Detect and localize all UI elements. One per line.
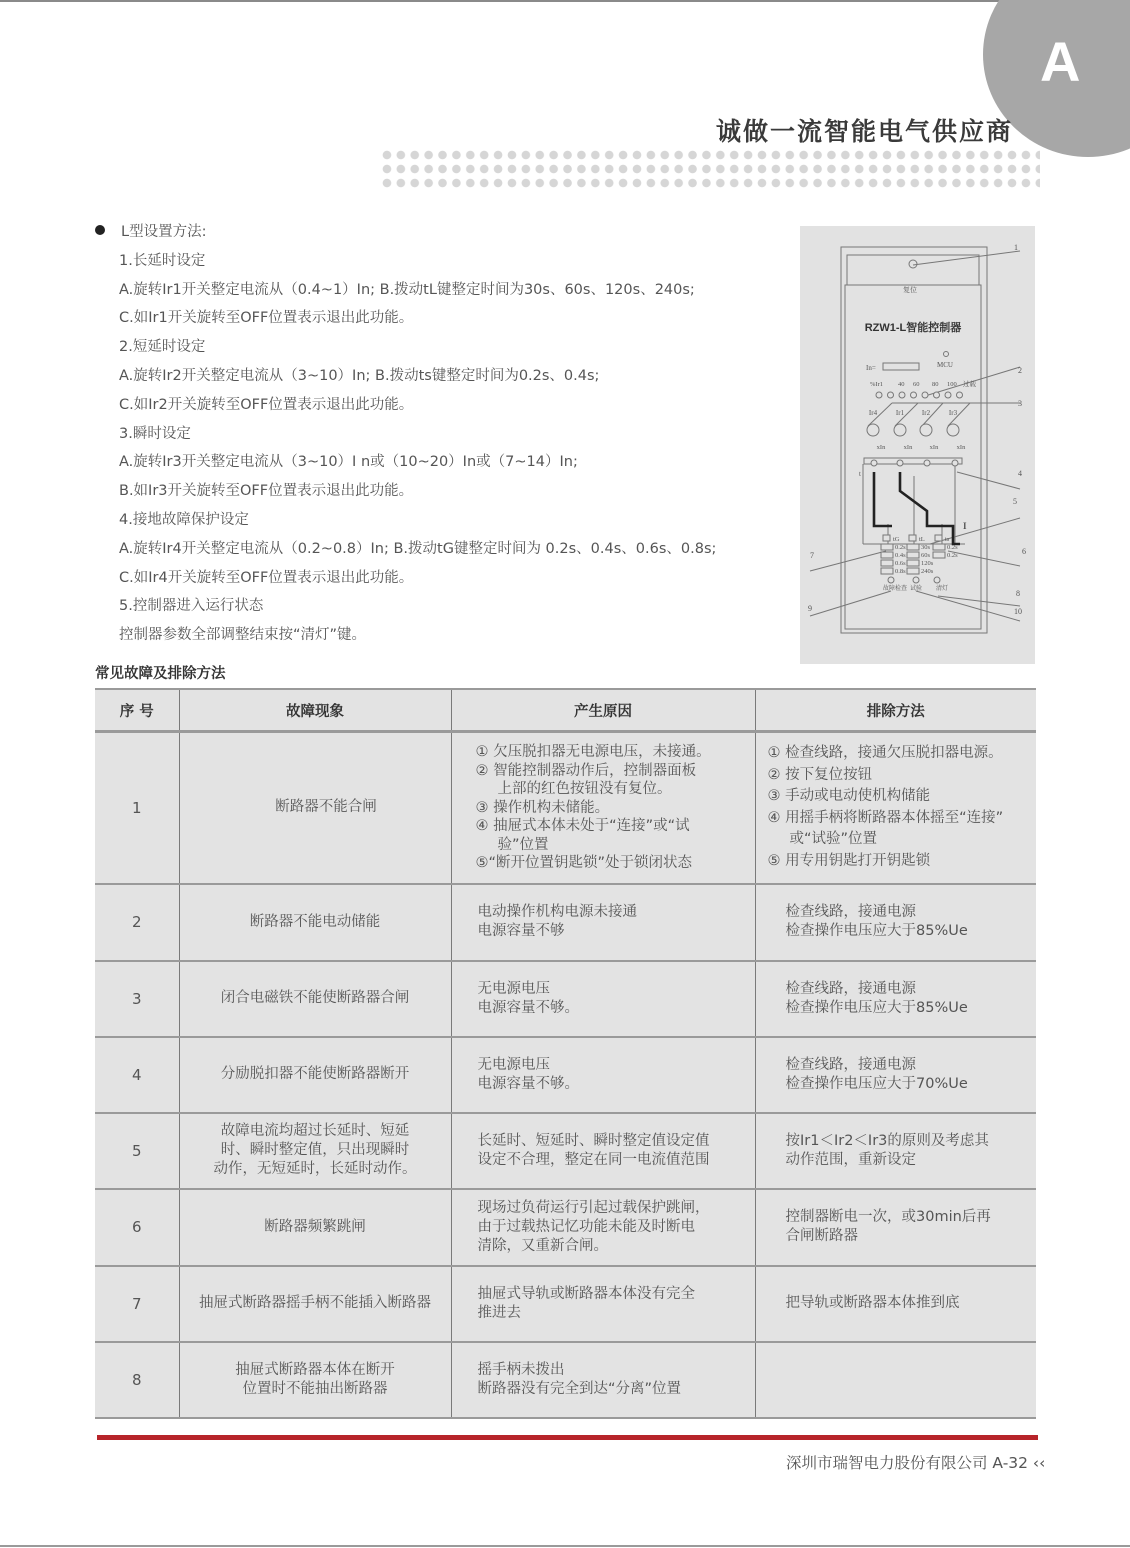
dip-switch-icon — [881, 568, 893, 574]
table-header-row — [95, 689, 1036, 732]
header-fix: 排除方法 — [755, 689, 1036, 732]
header-symptom: 故障现象 — [179, 689, 451, 732]
test-point-icon — [952, 460, 958, 466]
row-fix-line: ② 按下复位按钮 — [767, 766, 873, 783]
row-symptom-line: 断路器不能电动储能 — [249, 913, 381, 930]
row-symptom-line: 抽屉式断路器摇手柄不能插入断路器 — [199, 1295, 431, 1311]
row-fix-line: 按Ir1＜Ir2＜Ir3的原则及考虑其 — [785, 1132, 989, 1149]
row-cause-line: 电源容量不够。 — [477, 999, 579, 1016]
row-symptom — [179, 1342, 451, 1418]
panel-button-label: 试验 — [910, 586, 923, 592]
setup-line: C.如Ir2开关旋转至OFF位置表示退出此功能。 — [119, 396, 414, 413]
panel-button-label: 故障检查 — [883, 586, 908, 592]
row-number: 6 — [131, 1218, 142, 1236]
panel-outer-frame — [841, 247, 987, 633]
row-number: 1 — [131, 798, 142, 817]
row-cause-line: 抽屉式导轨或断路器本体没有完全 — [477, 1285, 695, 1302]
row-cause-line: 清除，又重新合闸。 — [477, 1237, 608, 1254]
row-cause-line: 无电源电压 — [477, 980, 550, 997]
row-fix — [755, 961, 1036, 1037]
row-symptom-line: 故障电流均超过长延时、短延 — [220, 1123, 410, 1139]
row-cause-line: 电源容量不够。 — [477, 1075, 579, 1092]
setup-line: A.旋转Ir4开关整定电流从（0.2~0.8）In; B.拨动tG键整定时间为 0.2s、0.4s、0.6s、0.8s; — [119, 540, 717, 557]
row-fix-line: ① 检查线路，接通欠压脱扣器电源。 — [767, 745, 1003, 762]
callout-number-3: 3 — [1018, 399, 1022, 408]
setup-line: A.旋转Ir2开关整定电流从（3~10）In; B.拨动ts键整定时间为0.2s、0.4s; — [119, 367, 600, 384]
row-cause-line: 长延时、短延时、瞬时整定值设定值 — [477, 1132, 710, 1149]
header-cause: 产生原因 — [451, 689, 755, 732]
row-cause-line: ④ 抽屉式本体未处于“连接”或“试 — [475, 818, 690, 834]
callout-number-5: 5 — [1013, 497, 1017, 506]
row-symptom-line: 抽屉式断路器本体在断开 — [235, 1361, 395, 1378]
led-indicator-icon — [899, 392, 905, 398]
mcu-indicator-icon — [944, 352, 949, 357]
percent-value: 100 — [947, 381, 957, 388]
table-row — [95, 884, 1036, 961]
panel-button-icon — [934, 577, 940, 583]
table-row — [95, 1342, 1036, 1418]
row-fix-line: ⑤ 用专用钥匙打开钥匙锁 — [767, 852, 931, 869]
row-symptom — [179, 732, 451, 884]
row-symptom — [179, 1037, 451, 1113]
row-fix-line: 检查操作电压应大于70%Ue — [785, 1075, 968, 1092]
row-cause-line: 无电源电压 — [477, 1056, 550, 1073]
footer-company-page: 深圳市瑞智电力股份有限公司 A-32 ‹‹ — [786, 1454, 1046, 1472]
row-symptom — [179, 1189, 451, 1266]
setup-line: C.如Ir4开关旋转至OFF位置表示退出此功能。 — [119, 569, 414, 586]
knob-unit: xIn — [876, 444, 886, 451]
callout-line-6 — [948, 551, 1020, 566]
row-symptom-line: 动作，无短延时，长延时动作。 — [213, 1161, 417, 1177]
row-symptom — [179, 961, 451, 1037]
row-cause-line: 设定不合理，整定在同一电流值范围 — [477, 1151, 710, 1168]
dip-switch-icon — [907, 552, 919, 558]
dip-switch-icon — [907, 544, 919, 550]
row-symptom-line: 闭合电磁铁不能使断路器合闸 — [220, 990, 410, 1006]
row-fix-line: 或“试验”位置 — [789, 831, 878, 848]
panel-button-label: 清灯 — [936, 586, 949, 592]
knob-unit: xIn — [929, 444, 939, 451]
switch-value: 0.2s — [895, 544, 906, 551]
led-indicator-icon — [911, 392, 917, 398]
row-cause-line: ⑤“断开位置钥匙锁”处于锁闭状态 — [475, 855, 693, 871]
row-cause-line: ① 欠压脱扣器无电源电压，未接通。 — [475, 744, 711, 760]
row-fix-line: 控制器断电一次，或30min后再 — [785, 1209, 991, 1225]
row-number: 3 — [131, 989, 142, 1008]
panel-button-icon — [913, 577, 919, 583]
row-cause — [451, 961, 755, 1037]
led-indicator-icon — [888, 392, 894, 398]
row-cause-line: 摇手柄未拨出 — [477, 1361, 565, 1378]
knob-unit: xIn — [956, 444, 966, 451]
knob-label: Ir1 — [895, 409, 905, 417]
switch-key-label: tG — [893, 536, 900, 543]
switch-key-label: tL — [919, 536, 925, 543]
test-point-icon — [897, 460, 903, 466]
row-cause-line: 电源容量不够 — [477, 923, 565, 939]
percent-label: %Ir1 — [870, 381, 883, 388]
row-fix — [755, 884, 1036, 961]
row-cause-line: 断路器没有完全到达“分离”位置 — [477, 1380, 682, 1397]
mcu-label: MCU — [937, 361, 953, 369]
rotary-knob-icon — [920, 424, 932, 436]
bullet-icon — [95, 225, 105, 235]
row-symptom-line: 分励脱扣器不能使断路器断开 — [220, 1066, 410, 1082]
setup-line: 1.长延时设定 — [119, 252, 206, 269]
row-fix-line: 检查操作电压应大于85%Ue — [785, 999, 968, 1016]
panel-inner-frame — [845, 285, 981, 629]
callout-line-4 — [957, 472, 1020, 489]
row-cause — [451, 1113, 755, 1189]
led-indicator-icon — [934, 392, 940, 398]
controller-panel-svg — [800, 226, 1035, 664]
table-row — [95, 1266, 1036, 1342]
switch-value: 240s — [921, 568, 934, 575]
row-symptom-line: 位置时不能抽出断路器 — [242, 1380, 388, 1397]
rotary-knob-icon — [894, 424, 906, 436]
knob-unit: xIn — [903, 444, 913, 451]
row-cause-line: ② 智能控制器动作后，控制器面板 — [475, 762, 697, 779]
panel-button-icon — [888, 577, 894, 583]
dip-switch-key-icon — [935, 535, 942, 541]
setup-line: C.如Ir1开关旋转至OFF位置表示退出此功能。 — [119, 310, 414, 327]
row-cause-line: ③ 操作机构未储能。 — [475, 799, 610, 816]
knob-bracket — [864, 458, 962, 464]
led-indicator-icon — [876, 392, 882, 398]
dip-switch-key-icon — [909, 535, 916, 541]
dot-pattern-decoration — [380, 148, 1040, 190]
reset-button-icon — [909, 260, 917, 268]
row-fix-line: ④ 用摇手柄将断路器本体摇至“连接” — [767, 809, 1004, 826]
setup-line: 2.短延时设定 — [119, 339, 206, 356]
row-fix-line: 检查线路，接通电源 — [785, 980, 916, 997]
row-number: 4 — [131, 1065, 142, 1084]
callout-line-7 — [810, 551, 886, 571]
callout-number-7: 7 — [810, 551, 814, 560]
switch-value: 0.4s — [895, 552, 906, 559]
row-fix — [755, 1189, 1036, 1266]
row-number: 2 — [131, 913, 142, 931]
switch-value: 30s — [921, 544, 931, 551]
row-fix — [755, 1113, 1036, 1189]
row-cause — [451, 1189, 755, 1266]
knob-label: Ir3 — [948, 409, 958, 417]
percent-value: 过载 — [963, 381, 976, 388]
in-label: In= — [866, 364, 876, 372]
table-row — [95, 961, 1036, 1037]
callout-line-9 — [810, 591, 891, 616]
top-rule — [0, 0, 1130, 2]
i-axis-label: I — [963, 521, 967, 531]
row-cause-line: 验”位置 — [497, 836, 549, 853]
t-axis-label: t — [859, 470, 861, 478]
setup-line: 3.瞬时设定 — [119, 425, 191, 442]
setup-title: L型设置方法: — [121, 224, 207, 240]
dip-switch-icon — [881, 544, 893, 550]
row-number: 7 — [131, 1294, 142, 1313]
knob-label: Ir4 — [868, 409, 878, 417]
row-fix — [755, 1037, 1036, 1113]
percent-value: 40 — [898, 381, 905, 388]
dip-switch-icon — [881, 560, 893, 566]
row-cause-line: 由于过载热记忆功能未能及时断电 — [477, 1218, 695, 1235]
row-number: 8 — [131, 1370, 142, 1389]
table-row — [95, 1113, 1036, 1189]
row-fix-line: 检查线路，接通电源 — [785, 1056, 916, 1073]
setup-line: 4.接地故障保护设定 — [119, 511, 249, 528]
row-symptom-line: 时、瞬时整定值，只出现瞬时 — [220, 1142, 410, 1158]
table-row — [95, 1189, 1036, 1266]
percent-value: 80 — [932, 381, 939, 388]
callout-line-10 — [916, 591, 1020, 621]
percent-value: 60 — [913, 381, 920, 388]
row-number: 5 — [131, 1141, 142, 1160]
row-symptom-line: 断路器频繁跳闸 — [264, 1218, 366, 1235]
setup-line: 5.控制器进入运行状态 — [119, 598, 264, 615]
row-fix — [755, 1342, 1036, 1418]
rotary-knob-icon — [947, 424, 959, 436]
test-point-icon — [871, 460, 877, 466]
row-cause — [451, 1342, 755, 1418]
row-fix-line: 动作范围，重新设定 — [785, 1151, 916, 1168]
callout-line-1 — [913, 251, 1020, 265]
led-indicator-icon — [945, 392, 951, 398]
row-fix — [755, 732, 1036, 884]
led-indicator-icon — [957, 392, 963, 398]
setup-title-line — [95, 218, 785, 247]
setup-instructions — [95, 218, 785, 650]
callout-number-6: 6 — [1022, 547, 1026, 556]
page-slogan: 诚做一流智能电气供应商 — [716, 117, 1014, 146]
row-cause — [451, 1266, 755, 1342]
controller-panel-diagram — [800, 226, 1035, 664]
row-fix-line: ③ 手动或电动使机构储能 — [767, 788, 931, 805]
setup-lines — [95, 247, 785, 650]
knob-label: Ir2 — [921, 409, 931, 417]
row-cause-line: 上部的红色按钮没有复位。 — [497, 781, 672, 797]
row-symptom-line: 断路器不能合闸 — [275, 799, 377, 816]
row-cause-line: 推进去 — [477, 1304, 521, 1321]
bottom-rule — [0, 1545, 1130, 1547]
setup-line: A.旋转Ir3开关整定电流从（3~10）I n或（10~20）In或（7~14）In; — [119, 454, 578, 471]
dip-switch-icon — [907, 568, 919, 574]
row-cause-line: 电动操作机构电源未接通 — [477, 904, 637, 920]
setup-line: B.如Ir3开关旋转至OFF位置表示退出此功能。 — [119, 483, 414, 500]
led-indicator-icon — [922, 392, 928, 398]
row-fix-line: 把导轨或断路器本体推到底 — [785, 1295, 960, 1311]
dip-switch-icon — [907, 560, 919, 566]
row-cause — [451, 1037, 755, 1113]
switch-value: 120s — [921, 560, 934, 567]
switch-key-label: ts — [945, 536, 950, 543]
switch-value: 0.2s — [947, 552, 958, 559]
rotary-knob-icon — [867, 424, 879, 436]
footer-accent-bar — [97, 1435, 1038, 1440]
callout-number-4: 4 — [1018, 469, 1022, 478]
table-row — [95, 732, 1036, 884]
test-point-icon — [924, 460, 930, 466]
row-fix-line: 检查操作电压应大于85%Ue — [785, 923, 968, 939]
row-symptom — [179, 884, 451, 961]
table-row — [95, 1037, 1036, 1113]
header-number: 序 号 — [119, 703, 154, 720]
callout-number-2: 2 — [1018, 366, 1022, 375]
dip-switch-icon — [933, 552, 945, 558]
row-fix-line: 检查线路，接通电源 — [785, 904, 916, 920]
callout-line-5 — [930, 518, 1020, 544]
row-symptom — [179, 1113, 451, 1189]
dip-switch-icon — [881, 552, 893, 558]
row-cause-line: 现场过负荷运行引起过载保护跳闸， — [477, 1199, 710, 1216]
controller-title: RZW1-L智能控制器 — [864, 322, 962, 334]
row-cause — [451, 732, 755, 884]
callout-number-10: 10 — [1014, 607, 1022, 616]
row-fix — [755, 1266, 1036, 1342]
row-cause — [451, 884, 755, 961]
reset-label: 复位 — [903, 286, 917, 294]
row-symptom — [179, 1266, 451, 1342]
in-display-box — [883, 363, 919, 370]
callout-number-1: 1 — [1014, 243, 1018, 252]
trip-curve — [874, 472, 960, 544]
setup-line: 控制器参数全部调整结束按“清灯”键。 — [119, 627, 367, 644]
callout-number-9: 9 — [808, 604, 812, 613]
table-title: 常见故障及排除方法 — [95, 666, 226, 682]
switch-value: 0.6s — [895, 560, 906, 567]
setup-line: A.旋转Ir1开关整定电流从（0.4~1）In; B.拨动tL键整定时间为30s、60s、120s、240s; — [119, 281, 695, 298]
row-fix-line: 合闸断路器 — [785, 1228, 858, 1244]
fault-table — [95, 688, 1036, 1419]
section-letter: A — [1040, 30, 1081, 93]
dip-switch-icon — [933, 544, 945, 550]
switch-value: 60s — [921, 552, 931, 559]
dip-switch-key-icon — [883, 535, 890, 541]
callout-number-8: 8 — [1016, 589, 1020, 598]
switch-value: 0.2s — [947, 544, 958, 551]
switch-value: 0.8s — [895, 568, 906, 575]
